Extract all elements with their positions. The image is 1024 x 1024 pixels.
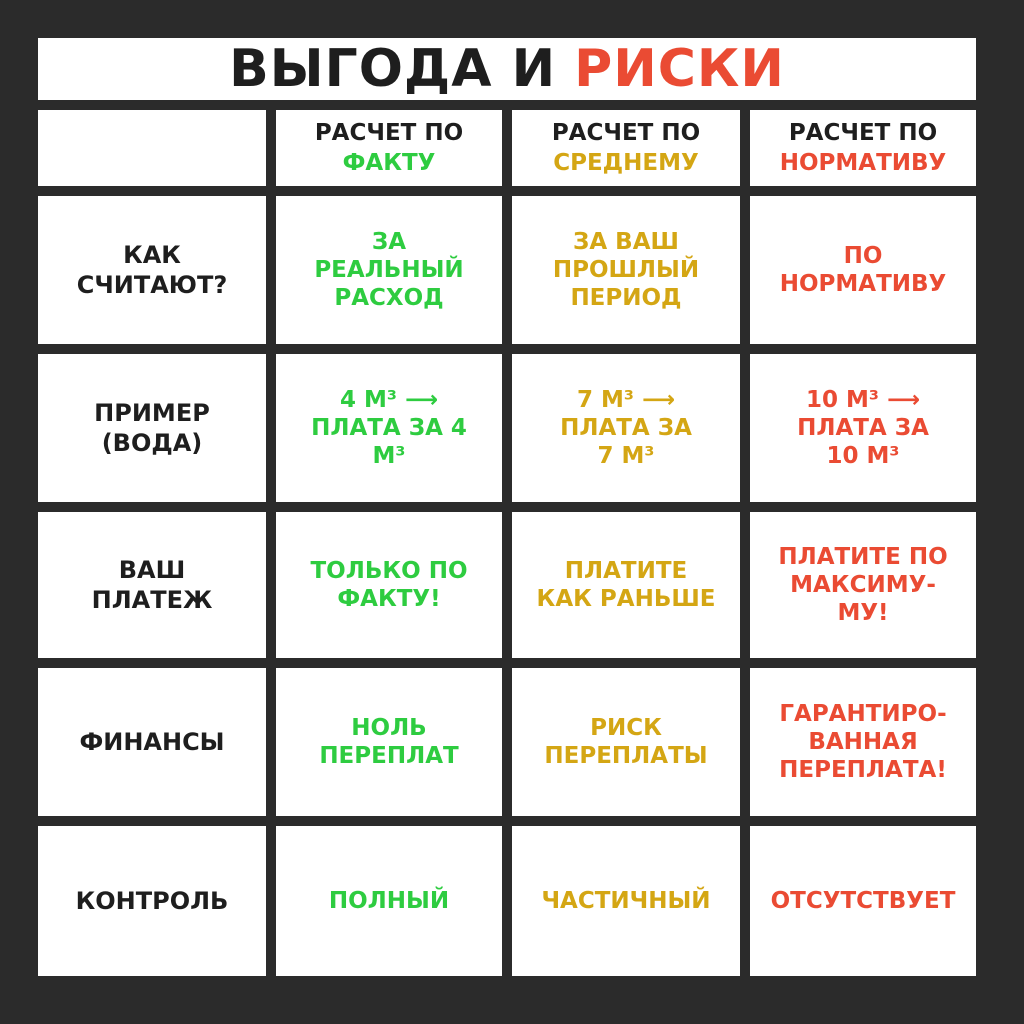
table-cell xyxy=(750,668,976,816)
table-cell xyxy=(276,826,502,976)
cell-text: ЧАСТИЧНЫЙ xyxy=(541,888,711,914)
row-label-payment xyxy=(38,512,266,658)
corner-cell xyxy=(38,110,266,186)
cell-text: ТОЛЬКО ПО ФАКТУ! xyxy=(310,558,468,612)
cell-text: НОЛЬ ПЕРЕПЛАТ xyxy=(319,715,459,769)
row-label-example xyxy=(38,354,266,502)
row-label-text: ВАШ ПЛАТЕЖ xyxy=(91,556,213,614)
row-label-control xyxy=(38,826,266,976)
column-header-norm xyxy=(750,110,976,186)
column-header-line2: ФАКТУ xyxy=(342,150,436,176)
row-label-text: КАК СЧИТАЮТ? xyxy=(76,241,228,299)
cell-text: 4 М³ ⟶ ПЛАТА ЗА 4 М³ xyxy=(311,387,467,469)
column-header-average xyxy=(512,110,740,186)
column-header-line1: РАСЧЕТ ПО xyxy=(551,120,701,146)
cell-text: ПОЛНЫЙ xyxy=(328,888,450,914)
row-label-how-counted xyxy=(38,196,266,344)
column-header-line1: РАСЧЕТ ПО xyxy=(788,120,938,146)
table-cell xyxy=(512,354,740,502)
cell-text: ПЛАТИТЕ КАК РАНЬШЕ xyxy=(536,558,716,612)
row-label-text: КОНТРОЛЬ xyxy=(75,887,229,915)
cell-text: ЗА ВАШ ПРОШЛЫЙ ПЕРИОД xyxy=(552,229,700,311)
table-cell xyxy=(512,512,740,658)
row-label-text: ПРИМЕР (ВОДА) xyxy=(94,399,210,457)
table-cell xyxy=(276,668,502,816)
cell-text: ОТСУТСТВУЕТ xyxy=(770,888,956,914)
table-cell xyxy=(276,512,502,658)
column-header-line2: НОРМАТИВУ xyxy=(779,150,947,176)
table-cell xyxy=(512,668,740,816)
row-label-text: ФИНАНСЫ xyxy=(79,728,225,756)
table-cell xyxy=(276,354,502,502)
cell-text: ЗА РЕАЛЬНЫЙ РАСХОД xyxy=(314,229,464,311)
table-cell xyxy=(512,196,740,344)
table-cell xyxy=(750,196,976,344)
row-label-finance xyxy=(38,668,266,816)
cell-text: РИСК ПЕРЕПЛАТЫ xyxy=(544,715,708,769)
column-header-fact xyxy=(276,110,502,186)
cell-text: 10 М³ ⟶ ПЛАТА ЗА 10 М³ xyxy=(797,387,929,469)
cell-text: ПО НОРМАТИВУ xyxy=(779,243,947,297)
table-cell xyxy=(512,826,740,976)
cell-text: ГАРАНТИРО- ВАННАЯ ПЕРЕПЛАТА! xyxy=(779,701,947,783)
table-cell xyxy=(276,196,502,344)
title-accent: РИСКИ xyxy=(574,39,785,99)
cell-text: 7 М³ ⟶ ПЛАТА ЗА 7 М³ xyxy=(560,387,692,469)
column-header-line2: СРЕДНЕМУ xyxy=(553,150,699,176)
table-cell xyxy=(750,512,976,658)
table-cell xyxy=(750,354,976,502)
page-title xyxy=(38,38,976,100)
column-header-line1: РАСЧЕТ ПО xyxy=(314,120,464,146)
title-main: ВЫГОДА И xyxy=(229,39,557,99)
cell-text: ПЛАТИТЕ ПО МАКСИМУ- МУ! xyxy=(778,544,948,626)
table-cell xyxy=(750,826,976,976)
